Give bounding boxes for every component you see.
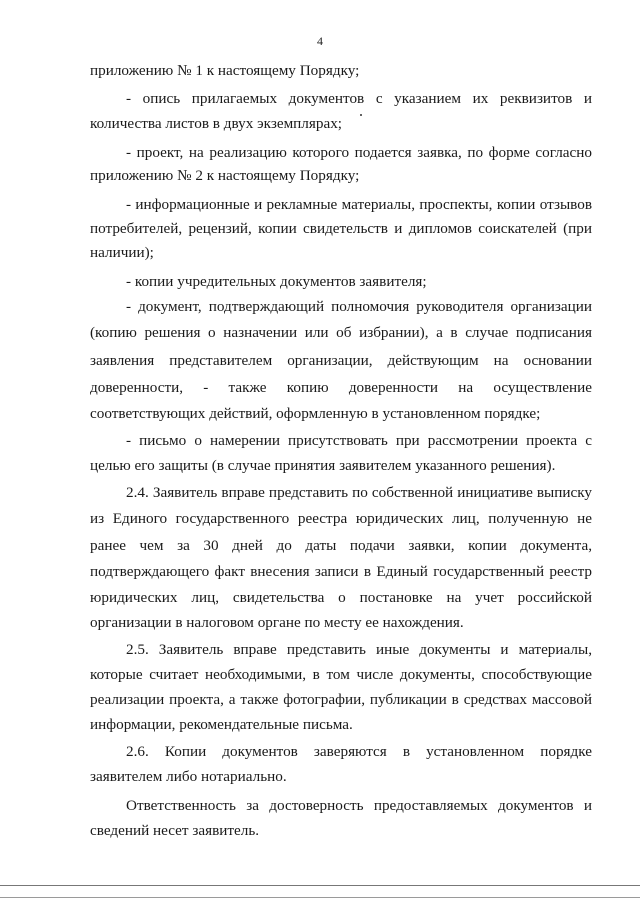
text-line: количества листов в двух экземплярах; (90, 115, 343, 132)
page-number: 4 (317, 34, 323, 48)
text-line: юридических лиц, свидетельства о постановке на учет российской (90, 589, 592, 606)
text-line: заявления представителем организации, действующим на основании (90, 352, 592, 369)
text-line: информации, рекомендательные письма. (90, 716, 353, 733)
text-line: сведений несет заявитель. (90, 822, 260, 839)
text-line: доверенности, - также копию доверенности на осуществление (90, 379, 592, 396)
text-line: реализации проекта, а также фотографии, публикации в средствах массовой (90, 691, 592, 708)
text-line: потребителей, рецензий, копии свидетельств и дипломов соискателей (при (90, 220, 592, 237)
text-line: - копии учредительных документов заявителя; (126, 273, 427, 290)
text-line: организации в налоговом органе по месту ее нахождения. (90, 614, 464, 631)
text-line: целью его защиты (в случае принятия заявителем указанного решения). (90, 457, 556, 474)
text-line: которые считает необходимыми, в том числе документы, способствующие (90, 666, 592, 683)
text-line: (копию решения о назначении или об избрании), а в случае подписания (90, 324, 592, 341)
text-line: приложению № 2 к настоящему Порядку; (90, 167, 360, 184)
text-line: - проект, на реализацию которого подается заявка, по форме согласно (126, 144, 592, 161)
text-line: - информационные и рекламные материалы, проспекты, копии отзывов (126, 196, 592, 213)
text-line: Ответственность за достоверность предоставляемых документов и (126, 797, 592, 814)
text-line: из Единого государственного реестра юридических лиц, полученную не (90, 510, 592, 527)
text-line: 2.6. Копии документов заверяются в установленном порядке (126, 743, 592, 760)
text-line: - письмо о намерении присутствовать при рассмотрении проекта с (126, 432, 592, 449)
text-line: соответствующих действий, оформленную в установленном порядке; (90, 405, 541, 422)
text-line: заявителем либо нотариально. (90, 768, 287, 785)
text-line: ранее чем за 30 дней до даты подачи заявки, копии документа, (90, 537, 592, 554)
text-line: подтверждающего факт внесения записи в Единый государственный реестр (90, 563, 592, 580)
text-line: 2.4. Заявитель вправе представить по собственной инициативе выписку (126, 484, 592, 501)
scan-edge-line (0, 897, 640, 898)
text-line: приложению № 1 к настоящему Порядку; (90, 62, 360, 79)
text-line: - опись прилагаемых документов с указанием их реквизитов и (126, 90, 592, 107)
text-line: наличии); (90, 244, 154, 261)
text-line: - документ, подтверждающий полномочия руководителя организации (126, 298, 592, 315)
scan-speck (360, 114, 362, 116)
text-line: 2.5. Заявитель вправе представить иные документы и материалы, (126, 641, 592, 658)
scan-edge-line (0, 885, 640, 886)
